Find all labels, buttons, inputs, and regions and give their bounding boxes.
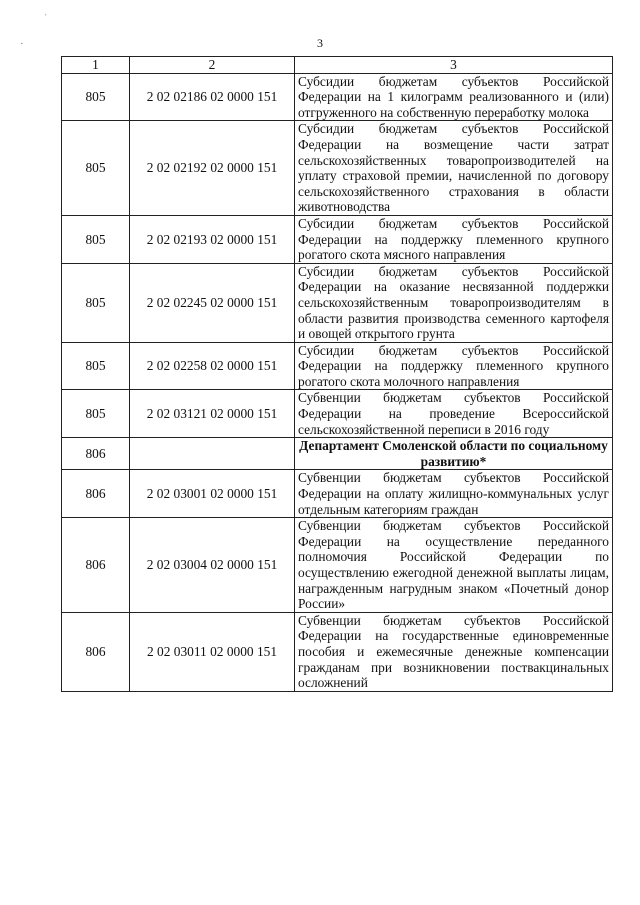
description-cell: Субвенции бюджетам субъектов Российской Федерации на государственные единовременные пособия и ежемесячные денежные компенсации гражданам при возникновении поствакцинальных осложнений <box>295 612 613 691</box>
budget-code-cell: 2 02 03121 02 0000 151 <box>130 390 295 438</box>
table-row <box>62 390 613 438</box>
description-cell: Субсидии бюджетам субъектов Российской Федерации на поддержку племенного крупного рогатого скота молочного направления <box>295 342 613 390</box>
budget-codes-table <box>61 56 613 692</box>
column-header: 3 <box>295 57 613 74</box>
admin-code-cell: 805 <box>62 73 130 121</box>
budget-code-cell: 2 02 02258 02 0000 151 <box>130 342 295 390</box>
budget-code-cell: 2 02 03004 02 0000 151 <box>130 518 295 613</box>
budget-code-cell <box>130 438 295 470</box>
budget-code-cell: 2 02 03001 02 0000 151 <box>130 470 295 518</box>
description-cell: Субвенции бюджетам субъектов Российской Федерации на проведение Всероссийской сельскохозяйственной переписи в 2016 году <box>295 390 613 438</box>
admin-code-cell: 805 <box>62 263 130 342</box>
description-cell: Субвенции бюджетам субъектов Российской Федерации на осуществление переданного полномочия Российской Федерации по осуществлению ежегодной денежной выплаты лицам, награжденным нагрудным знаком «Почетный донор России» <box>295 518 613 613</box>
table-row <box>62 612 613 691</box>
admin-code-cell: 805 <box>62 215 130 263</box>
admin-code-cell: 806 <box>62 470 130 518</box>
section-heading-row <box>62 438 613 470</box>
header-row <box>62 57 613 74</box>
admin-code-cell: 805 <box>62 121 130 216</box>
department-heading-cell: Департамент Смоленской области по социальному развитию* <box>295 438 613 470</box>
description-cell: Субсидии бюджетам субъектов Российской Федерации на оказание несвязанной поддержки сельскохозяйственным товаропроизводителям в области развития производства семенного картофеля и овощей открытого грунта <box>295 263 613 342</box>
description-cell: Субсидии бюджетам субъектов Российской Федерации на 1 килограмм реализованного и (или) отгруженного на собственную переработку молока <box>295 73 613 121</box>
admin-code-cell: 806 <box>62 518 130 613</box>
page-number: 3 <box>317 36 323 50</box>
table-row <box>62 263 613 342</box>
table-row <box>62 121 613 216</box>
description-cell: Субвенции бюджетам субъектов Российской Федерации на оплату жилищно-коммунальных услуг отдельным категориям граждан <box>295 470 613 518</box>
table-row <box>62 470 613 518</box>
budget-code-cell: 2 02 02193 02 0000 151 <box>130 215 295 263</box>
admin-code-cell: 806 <box>62 438 130 470</box>
table-row <box>62 342 613 390</box>
budget-code-cell: 2 02 02245 02 0000 151 <box>130 263 295 342</box>
column-header: 2 <box>130 57 295 74</box>
admin-code-cell: 805 <box>62 390 130 438</box>
table-row <box>62 518 613 613</box>
admin-code-cell: 806 <box>62 612 130 691</box>
description-cell: Субсидии бюджетам субъектов Российской Федерации на поддержку племенного крупного рогатого скота мясного направления <box>295 215 613 263</box>
description-cell: Субсидии бюджетам субъектов Российской Федерации на возмещение части затрат сельскохозяйственных товаропроизводителей на уплату страховой премии, начисленной по договору сельскохозяйственного страхования в области животноводства <box>295 121 613 216</box>
scan-mark: ˈ <box>44 12 48 24</box>
scan-mark: · <box>20 38 24 50</box>
table-row <box>62 215 613 263</box>
admin-code-cell: 805 <box>62 342 130 390</box>
budget-code-cell: 2 02 03011 02 0000 151 <box>130 612 295 691</box>
table-row <box>62 73 613 121</box>
column-header: 1 <box>62 57 130 74</box>
budget-code-cell: 2 02 02186 02 0000 151 <box>130 73 295 121</box>
budget-code-cell: 2 02 02192 02 0000 151 <box>130 121 295 216</box>
